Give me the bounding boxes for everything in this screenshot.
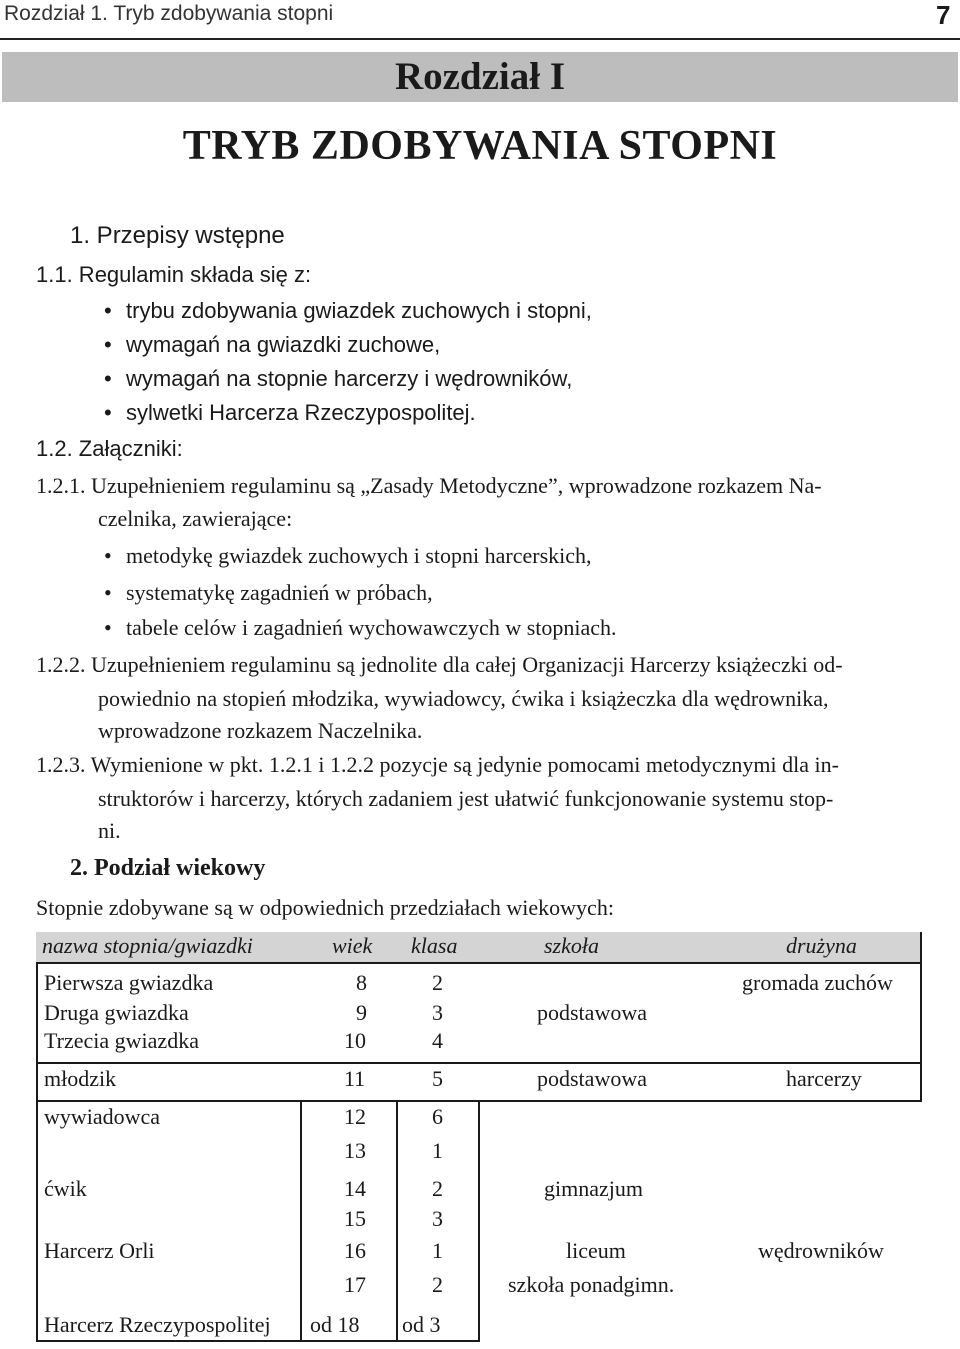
table-cell-name: Pierwsza gwiazdka xyxy=(44,970,214,995)
table-cell-age: 11 xyxy=(344,1066,366,1091)
table-cell-age: 16 xyxy=(344,1238,366,1263)
bullet-item: • trybu zdobywania gwiazdek zuchowych i stopni, xyxy=(126,298,592,324)
table-cell-age: 12 xyxy=(344,1104,366,1129)
table-cell-name: Trzecia gwiazdka xyxy=(44,1028,199,1053)
table-header-team: drużyna xyxy=(786,933,857,958)
table-cell-age: 10 xyxy=(344,1028,366,1053)
paragraph-1-2-2-line: powiednio na stopień młodzika, wywiadowcy, ćwika i książeczka dla wędrownika, xyxy=(98,686,829,711)
table-cell-team: gromada zuchów xyxy=(742,970,893,995)
table-cell-school: podstawowa xyxy=(537,1066,647,1091)
section-heading-2: 2. Podział wiekowy xyxy=(70,855,266,881)
table-rule xyxy=(920,932,922,1100)
table-rule xyxy=(36,962,38,1342)
header-rule xyxy=(0,38,960,40)
table-cell-age: 14 xyxy=(344,1176,366,1201)
table-cell-name: wywiadowca xyxy=(44,1104,161,1129)
running-header: Rozdział 1. Tryb zdobywania stopni xyxy=(4,2,334,25)
page-number: 7 xyxy=(936,0,951,30)
table-cell-class: 2 xyxy=(432,1272,443,1297)
table-cell-school: liceum xyxy=(566,1238,626,1263)
table-cell-class: 3 xyxy=(432,1206,443,1231)
table-rule xyxy=(300,1100,302,1342)
table-cell-school: gimnazjum xyxy=(544,1176,643,1201)
section-heading-1: 1. Przepisy wstępne xyxy=(70,222,285,249)
bullet-item: • wymagań na stopnie harcerzy i wędrowników, xyxy=(126,366,572,392)
table-cell-class: 5 xyxy=(432,1066,443,1091)
table-header-class: klasa xyxy=(411,933,458,958)
table-cell-team: harcerzy xyxy=(786,1066,862,1091)
table-cell-school: podstawowa xyxy=(537,1000,647,1025)
table-rule xyxy=(478,1100,480,1342)
paragraph-1-2-2-line: wprowadzone rozkazem Naczelnika. xyxy=(98,718,423,743)
table-cell-class: 6 xyxy=(432,1104,443,1129)
table-cell-class: od 3 xyxy=(402,1312,441,1337)
paragraph-1-2-3-line: 1.2.3. Wymienione w pkt. 1.2.1 i 1.2.2 pozycje są jedynie pomocami metodycznymi dla in- xyxy=(36,752,839,777)
table-cell-age: 8 xyxy=(356,970,367,995)
paragraph-1-2-3-line: ni. xyxy=(98,818,121,843)
table-cell-class: 3 xyxy=(432,1000,443,1025)
bullet-item: • sylwetki Harcerza Rzeczypospolitej. xyxy=(126,400,476,426)
table-cell-name: młodzik xyxy=(44,1066,117,1091)
table-cell-name: Harcerz Rzeczypospolitej xyxy=(44,1312,271,1337)
table-header-school: szkoła xyxy=(544,933,599,958)
bullet-item: • systematykę zagadnień w próbach, xyxy=(126,580,433,606)
table-rule xyxy=(36,962,922,964)
table-rule xyxy=(396,1100,398,1342)
paragraph-1-2-1-line: 1.2.1. Uzupełnieniem regulaminu są „Zasady Metodyczne”, wprowadzone rozkazem Na- xyxy=(36,473,822,498)
table-cell-age: 15 xyxy=(344,1206,366,1231)
table-cell-age: 9 xyxy=(356,1000,367,1025)
table-cell-class: 1 xyxy=(432,1138,443,1163)
chapter-title: TRYB ZDOBYWANIA STOPNI xyxy=(182,123,778,169)
table-rule xyxy=(36,1062,922,1064)
paragraph-1-2-2-line: 1.2.2. Uzupełnieniem regulaminu są jednolite dla całej Organizacji Harcerzy książeczki od- xyxy=(36,652,843,677)
table-cell-class: 2 xyxy=(432,1176,443,1201)
table-rule xyxy=(36,1340,480,1342)
table-cell-age: 17 xyxy=(344,1272,366,1297)
table-cell-team: wędrowników xyxy=(758,1238,884,1263)
table-cell-class: 1 xyxy=(432,1238,443,1263)
paragraph-1-2: 1.2. Załączniki: xyxy=(36,436,183,461)
bullet-item: • tabele celów i zagadnień wychowawczych w stopniach. xyxy=(126,615,617,641)
table-cell-age: od 18 xyxy=(310,1312,360,1337)
chapter-label: Rozdział I xyxy=(394,55,566,98)
paragraph-1-2-3-line: struktorów i harcerzy, których zadaniem jest ułatwić funkcjonowanie systemu stop- xyxy=(98,786,834,811)
table-cell-class: 4 xyxy=(432,1028,443,1053)
bullet-item: • wymagań na gwiazdki zuchowe, xyxy=(126,332,440,358)
table-cell-name: ćwik xyxy=(44,1176,87,1201)
table-cell-name: Harcerz Orli xyxy=(44,1238,155,1263)
paragraph-1-2-1-line: czelnika, zawierające: xyxy=(98,506,293,531)
table-header-name: nazwa stopnia/gwiazdki xyxy=(42,933,253,958)
table-cell-name: Druga gwiazdka xyxy=(44,1000,189,1025)
table-header-age: wiek xyxy=(332,933,373,958)
table-cell-school: szkoła ponadgimn. xyxy=(508,1272,675,1297)
table-cell-class: 2 xyxy=(432,970,443,995)
bullet-item: • metodykę gwiazdek zuchowych i stopni harcerskich, xyxy=(126,543,592,569)
table-intro: Stopnie zdobywane są w odpowiednich przedziałach wiekowych: xyxy=(36,895,614,920)
paragraph-1-1: 1.1. Regulamin składa się z: xyxy=(36,262,312,287)
table-cell-age: 13 xyxy=(344,1138,366,1163)
